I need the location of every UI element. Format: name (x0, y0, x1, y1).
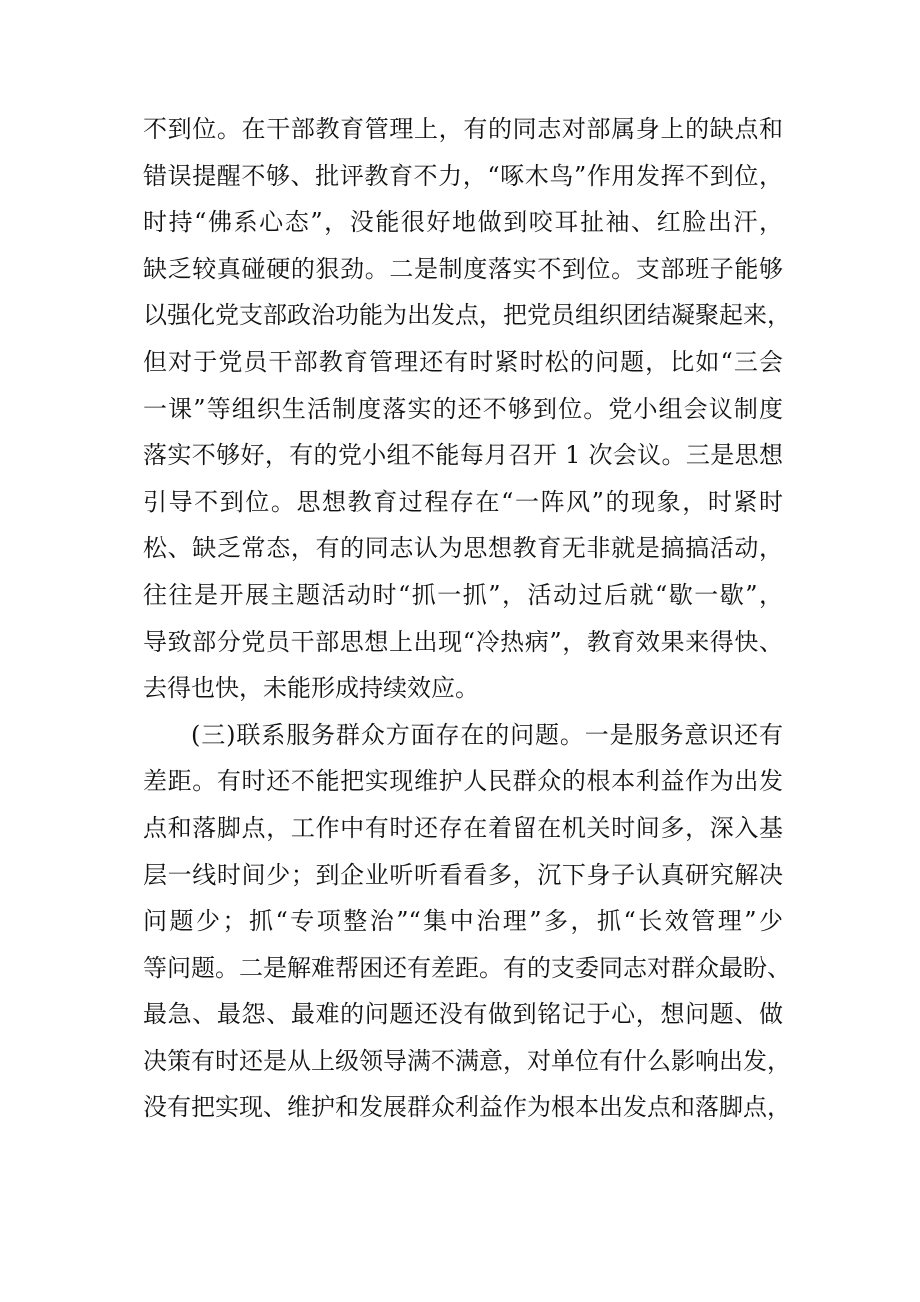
text-line: 不到位。在干部教育管理上，有的同志对部属身上的缺点和 (143, 115, 783, 143)
text-line: 去得也快，未能形成持续效应。 (143, 674, 479, 703)
text-line: 问题少；抓“专项整治”“集中治理”多，抓“长效管理”少 (143, 907, 783, 936)
text-line: 往往是开展主题活动时“抓一抓”，活动过后就“歇一歇”， (143, 580, 783, 609)
text-line: 松、缺乏常态，有的同志认为思想教育无非就是搞搞活动， (143, 534, 783, 563)
text-line: 错误提醒不够、批评教育不力，“啄木鸟”作用发挥不到位， (143, 161, 783, 190)
text-line: 最急、最怨、最难的问题还没有做到铭记于心，想问题、做 (143, 1000, 783, 1029)
text-line: 落实不够好，有的党小组不能每月召开 1 次会议。三是思想 (143, 441, 783, 470)
text-line: 引导不到位。思想教育过程存在“一阵风”的现象，时紧时 (143, 487, 783, 516)
text-line: 时持“佛系心态”，没能很好地做到咬耳扯袖、红脸出汗， (143, 208, 783, 237)
text-line: 差距。有时还不能把实现维护人民群众的根本利益作为出发 (143, 767, 783, 796)
text-line: (三)联系服务群众方面存在的问题。一是服务意识还有 (191, 720, 783, 749)
body-text (143, 106, 791, 1131)
text-line: 等问题。二是解难帮困还有差距。有的支委同志对群众最盼、 (143, 953, 791, 982)
text-line: 导致部分党员干部思想上出现“冷热病”，教育效果来得快、 (143, 627, 783, 656)
text-line: 决策有时还是从上级领导满不满意，对单位有什么影响出发， (143, 1046, 791, 1075)
text-line: 点和落脚点，工作中有时还存在着留在机关时间多，深入基 (143, 813, 783, 842)
text-line: 没有把实现、维护和发展群众利益作为根本出发点和落脚点， (143, 1093, 791, 1122)
text-line: 但对于党员干部教育管理还有时紧时松的问题，比如“三会 (143, 347, 783, 376)
text-line: 层一线时间少；到企业听听看看多，沉下身子认真研究解决 (143, 860, 783, 889)
text-line: 一课”等组织生活制度落实的还不够到位。党小组会议制度 (143, 394, 783, 423)
text-line: 以强化党支部政治功能为出发点，把党员组织团结凝聚起来， (143, 301, 791, 330)
text-line: 缺乏较真碰硬的狠劲。二是制度落实不到位。支部班子能够 (143, 254, 783, 283)
